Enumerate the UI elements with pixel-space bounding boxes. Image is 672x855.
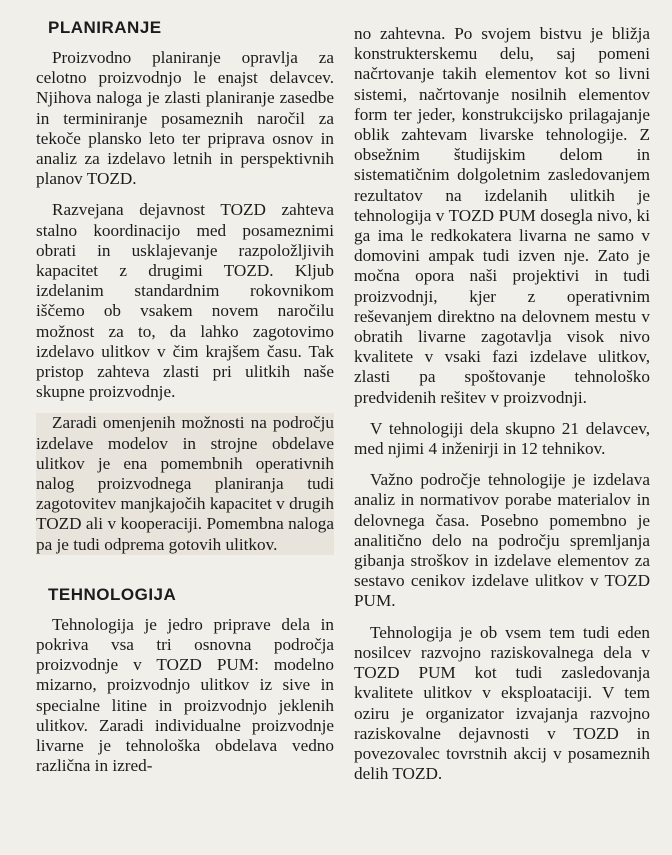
section-heading-planiranje: PLANIRANJE bbox=[48, 18, 162, 37]
paragraph: Tehnologija je ob vsem tem tudi eden nosilcev razvojno raziskovalnega dela v TOZD PUM kot tudi zasledovanja kvalitete ulitkov v eksploataciji. V tem oziru je organizator izvajanja razvojno raziskovalne dejavnosti v TOZD in povezovalec tovrstnih akcij v posameznih delih TOZD. bbox=[354, 622, 650, 784]
paragraph: V tehnologiji dela skupno 21 delavcev, med njimi 4 inženirji in 12 tehnikov. bbox=[354, 418, 650, 459]
left-column bbox=[36, 14, 334, 788]
section-heading-tehnologija: TEHNOLOGIJA bbox=[48, 584, 177, 604]
paragraph: Proizvodno planiranje opravlja za celotno proizvodnjo le enajst delavcev. Njihova naloga je zlasti planiranje zasedbe in terminiranje posameznih naročil za tekoče plansko leto ter priprava osnov in analiz za izdelavo letnih in perspektivnih planov TOZD. bbox=[36, 48, 334, 189]
paragraph: Tehnologija je jedro priprave dela in pokriva vsa tri osnovna področja proizvodnje v TOZD PUM: modelno mizarno, proizvodnjo ulitkov iz sive in specialne litine in proizvodnjo jeklenih ulitkov. Zaradi individualne proizvodnje livarne je tehnološka obdelava vedno različna in izred- bbox=[36, 614, 334, 776]
right-column bbox=[354, 24, 650, 795]
paragraph: Važno področje tehnologije je izdelava analiz in normativov porabe materialov in delovnega časa. Posebno pomembno je analitično delo na področju spremljanja gibanja stroškov in izdelave elementov za sestavo cenikov izdelave ulitkov v TOZD PUM. bbox=[354, 470, 650, 611]
paragraph: no zahtevna. Po svojem bistvu je bližja konstrukterskemu delu, saj pomeni načrtovanje takih elementov kot so livni sistemi, načrtovanje nosilnih elementov form ter jeder, konstrukcijsko prilagajanje oblik zahtevam livarske tehnologije. Z obsežnim študijskim delom in sistematičnim dolgoletnim zasledovanjem rezultatov na izdelanih ulitkih je tehnologija v TOZD PUM dosegla nivo, ki ga ima le redkokatera livarna ne samo v domovini ampak tudi izven nje. Zato je močna opora naši projektivi in tudi proizvodnji, kjer z operativnim reševanjem direktno na delovnem mestu v obratih livarne zagotavlja visok nivo kvalitete v vsaki fazi izdelave ulitkov, zlasti pa spoštovanje tehnološko predvidenih rešitev v proizvodnji. bbox=[354, 24, 650, 407]
paragraph: Zaradi omenjenih možnosti na področju izdelave modelov in strojne obdelave ulitkov je ena pomembnih operativnih nalog proizvodnega planiranja tudi zagotovitev manjkajočih kapacitet v drugih TOZD ali v kooperaciji. Pomembna naloga pa je tudi odprema gotovih ulitkov. bbox=[36, 413, 334, 554]
paragraph: Razvejana dejavnost TOZD zahteva stalno koordinacijo med posameznimi obrati in usklajevanje razpoložljivih kapacitet z drugimi TOZD. Kljub izdelanim standardnim rokovnikom iščemo ob vsakem novem naročilu možnost za to, da lahko zagotovimo izdelavo ulitkov v čim krajšem času. Tak pristop zahteva zlasti pri ulitkih naše skupne proizvodnje. bbox=[36, 200, 334, 402]
